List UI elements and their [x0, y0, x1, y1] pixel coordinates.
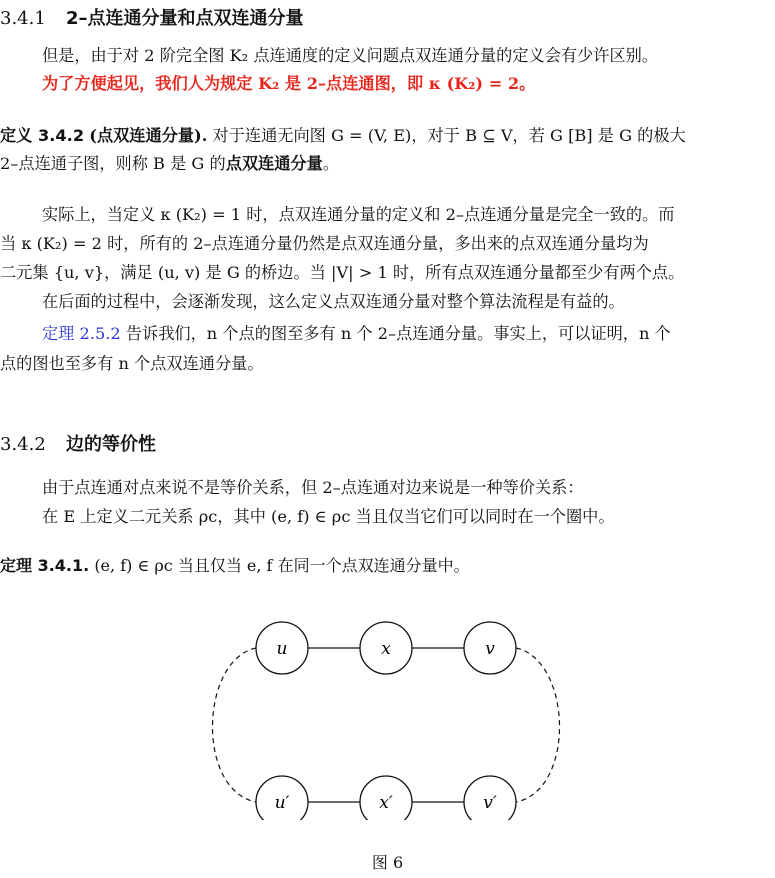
- definition-text: 对于连通无向图 G = (V, E)，对于 B ⊆ V，若 G [B] 是 G 的极大: [212, 126, 686, 145]
- definition-label: 定义 3.4.2: [0, 126, 85, 145]
- dashed-path-left: [212, 648, 256, 802]
- definition-name: (点双连通分量).: [89, 126, 208, 145]
- theorem-3-4-1: [0, 553, 470, 576]
- node-label-x-prime: x′: [379, 793, 393, 813]
- node-u: [256, 622, 308, 674]
- node-v: [464, 622, 516, 674]
- section-heading-3-4-1: [0, 4, 304, 30]
- discussion-line-1: 实际上，当定义 κ (K₂) = 1 时，点双连通分量的定义和 2–点连通分量是完全一致的。而: [42, 205, 675, 224]
- equivalence-line-2: 在 E 上定义二元关系 ρc，其中 (e, f) ∈ ρc 当且仅当它们可以同时在一个圈中。: [42, 507, 615, 526]
- section-title: 边的等价性: [66, 434, 156, 455]
- node-x: [360, 622, 412, 674]
- definition-period: 。: [322, 154, 339, 173]
- discussion-line-6: 点的图也至多有 n 个点双连通分量。: [0, 354, 264, 373]
- node-label-u-prime: u′: [274, 793, 290, 813]
- theorem-statement: (e, f) ∈ ρc 当且仅当 e, f 在同一个点双连通分量中。: [94, 556, 470, 575]
- definition-line-1: [0, 124, 686, 148]
- intro-line-red: 为了方便起见，我们人为规定 K₂ 是 2–点连通图，即 κ (K₂) = 2。: [42, 74, 536, 93]
- theorem-ref-link[interactable]: 定理 2.5.2: [42, 324, 121, 343]
- section-number: 3.4.2: [0, 434, 46, 455]
- discussion-ref-text: 告诉我们，n 个点的图至多有 n 个 2–点连通分量。事实上，可以证明，n 个: [125, 324, 671, 343]
- discussion-line-3: 二元集 {u, v}，满足 (u, v) 是 G 的桥边。当 |V| > 1 时，所有点双连通分量都至少有两个点。: [0, 263, 685, 282]
- theorem-label: 定理 3.4.1.: [0, 556, 90, 575]
- intro-line-1: 但是，由于对 2 阶完全图 K₂ 点连通度的定义问题点双连通分量的定义会有少许区别。: [42, 46, 659, 65]
- discussion-ref-line: [42, 322, 671, 346]
- discussion-line-4: 在后面的过程中，会逐渐发现，这么定义点双连通分量对整个算法流程是有益的。: [42, 292, 625, 311]
- graph-figure: [0, 600, 775, 820]
- section-title: 2–点连通分量和点双连通分量: [66, 8, 304, 29]
- definition-text-2: 2–点连通子图，则称 B 是 G 的: [0, 154, 226, 173]
- node-u-prime: [256, 776, 308, 820]
- node-label-u: u: [276, 639, 288, 659]
- dashed-path-right: [516, 648, 560, 802]
- definition-term: 点双连通分量: [225, 154, 323, 173]
- discussion-line-2: 当 κ (K₂) = 2 时，所有的 2–点连通分量仍然是点双连通分量，多出来的点双连通分量均为: [0, 234, 649, 253]
- node-label-x: x: [381, 639, 391, 659]
- node-x-prime: [360, 776, 412, 820]
- section-number: 3.4.1: [0, 8, 46, 29]
- section-heading-3-4-2: [0, 430, 156, 456]
- equivalence-line-1: 由于点连通对点来说不是等价关系，但 2–点连通对边来说是一种等价关系：: [42, 478, 584, 497]
- figure-caption: 图 6: [371, 853, 404, 872]
- node-label-v: v: [485, 639, 495, 659]
- definition-line-2: [0, 152, 339, 176]
- node-v-prime: [464, 776, 516, 820]
- node-label-v-prime: v′: [483, 793, 497, 813]
